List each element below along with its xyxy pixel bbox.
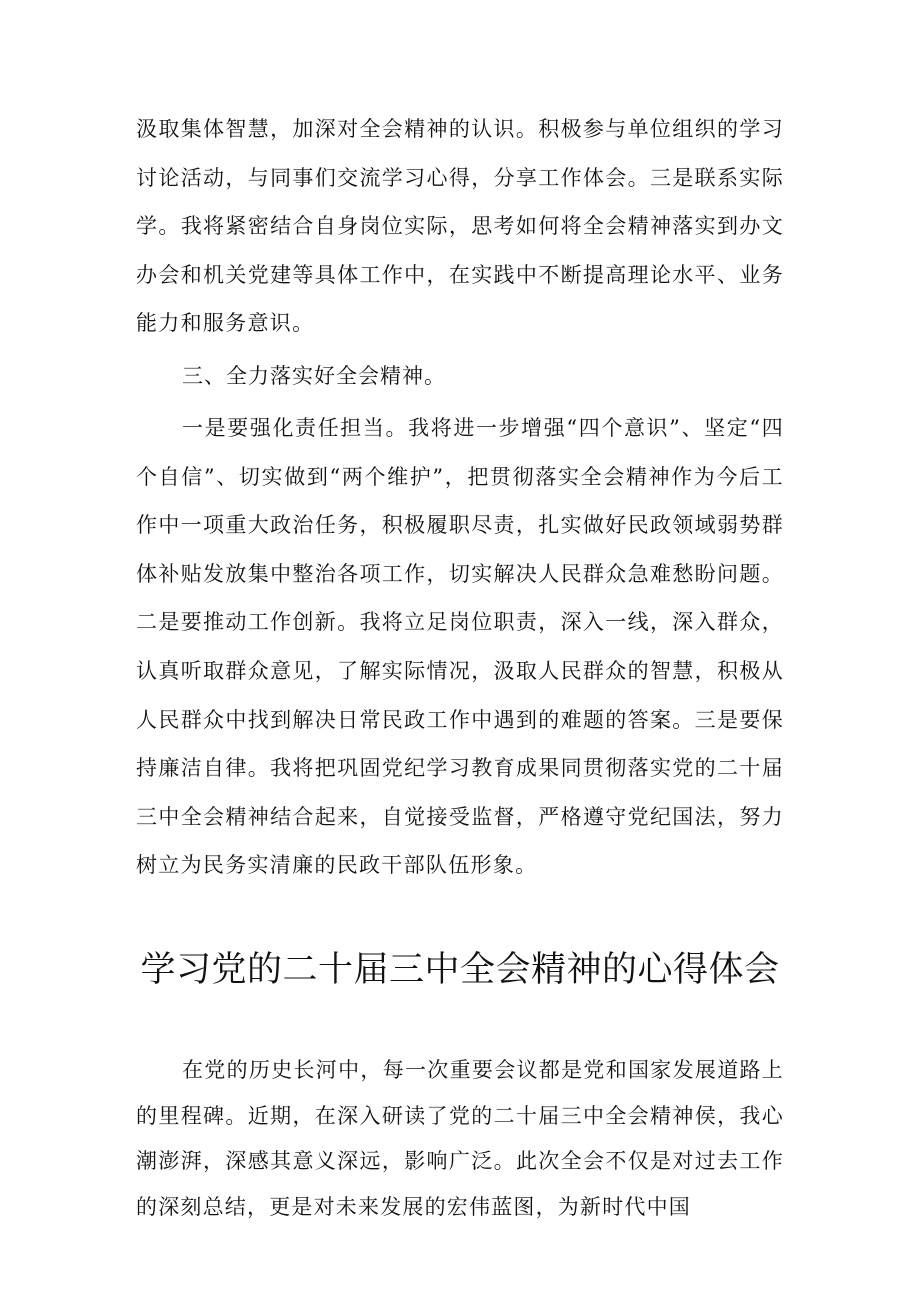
article-title: 学习党的二十届三中全会精神的心得体会 — [140, 950, 780, 990]
body-paragraph-article-intro: 在党的历史长河中，每一次重要会议都是党和国家发展道路上的里程碑。近期，在深入研读了党的二十届三中全会精神侯，我心潮澎湃，深感其意义深远，影响广泛。此次全会不仅是对过去工作的深刻总结，更是对未来发展的宏伟蓝图，为新时代中国 — [136, 1058, 784, 1219]
body-paragraph-section-one-continuation: 汲取集体智慧，加深对全会精神的认识。积极参与单位组织的学习讨论活动，与同事们交流学习心得，分享工作体会。三是联系实际学。我将紧密结合自身岗位实际，思考如何将全会精神落实到办文办会和机关党建等具体工作中，在实践中不断提高理论水平、业务能力和服务意识。 — [136, 117, 784, 336]
section-heading-three: 三、全力落实好全会精神。 — [182, 364, 446, 388]
body-paragraph-section-three: 一是要强化责任担当。我将进一步增强“四个意识”、坚定“四个自信”、切实做到“两个维护”，把贯彻落实全会精神作为今后工作中一项重大政治任务，积极履职尽责，扎实做好民政领域弱势群体补贴发放集中整治各项工作，切实解决人民群众急难愁盼问题。二是要推动工作创新。我将立足岗位职责，深入一线，深入群众，认真听取群众意见，了解实际情况，汲取人民群众的智慧，积极从人民群众中找到解决日常民政工作中遇到的难题的答案。三是要保持廉洁自律。我将把巩固党纪学习教育成果同贯彻落实党的二十届三中全会精神结合起来，自觉接受监督，严格遵守党纪国法，努力树立为民务实清廉的民政干部队伍形象。 — [136, 416, 784, 878]
